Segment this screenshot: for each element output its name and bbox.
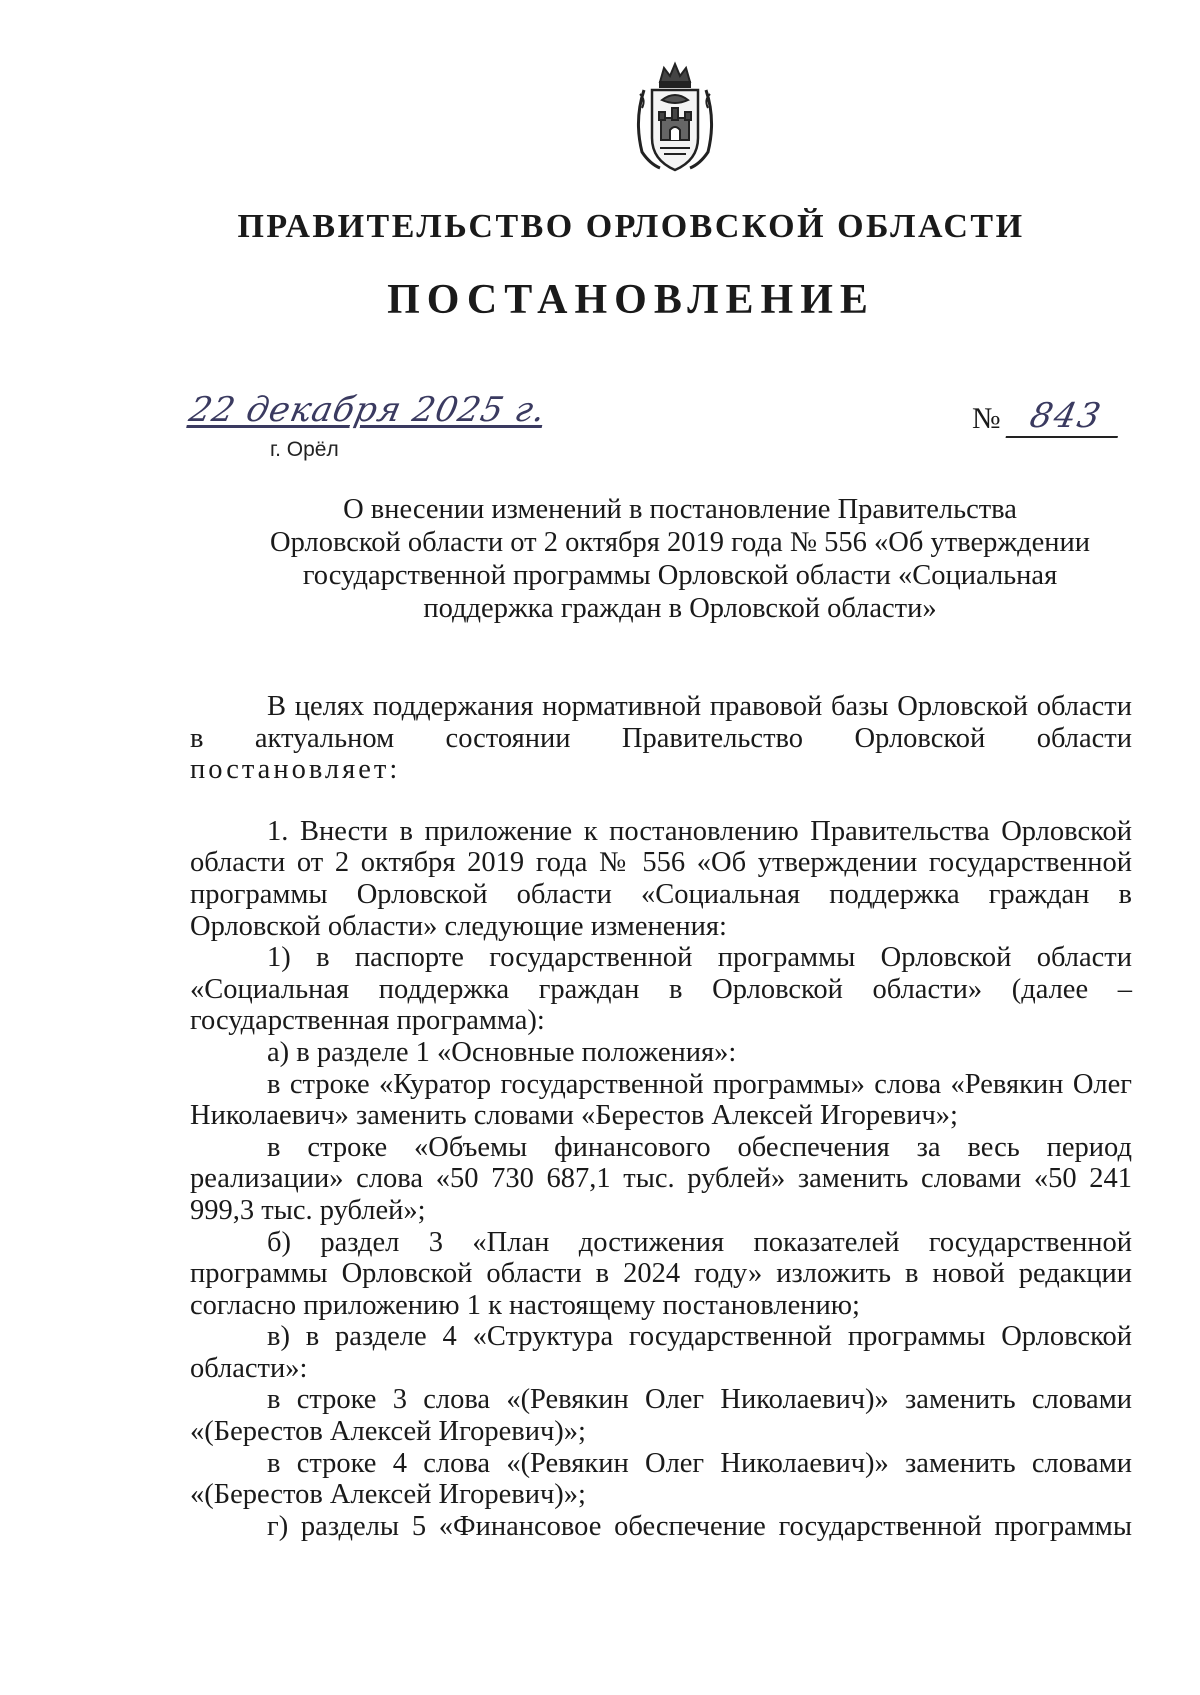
subject-line: поддержка граждан в Орловской области» (423, 593, 937, 624)
organization-name: ПРАВИТЕЛЬСТВО ОРЛОВСКОЙ ОБЛАСТИ (237, 208, 1025, 245)
paragraph-10: г) разделы 5 «Финансовое обеспечение государственной программы (267, 1510, 1132, 1542)
handwritten-date: 22 декабря 2025 г. (185, 390, 550, 430)
preamble-paragraph: В целях поддержания нормативной правовой базы Орловской области в актуальном состоянии Правительство Орловской области (190, 691, 1132, 754)
paragraph-4: в строке «Куратор государственной программы» слова «Ревякин Олег Николаевич» заменить словами «Берестов Алексей Игоревич»; (190, 1068, 1132, 1132)
paragraph-8: в строке 3 слова «(Ревякин Олег Николаевич)» заменить словами «(Берестов Алексей Игоревич)»; (190, 1384, 1132, 1448)
paragraph-9: в строке 4 слова «(Ревякин Олег Николаевич)» заменить словами «(Берестов Алексей Игоревич)»; (190, 1447, 1132, 1511)
paragraph-5: в строке «Объемы финансового обеспечения за весь период реализации» слова «50 730 687,1 тыс. рублей» заменить словами «50 241 999,3 тыс. рублей»; (190, 1131, 1132, 1226)
subject-line: Орловской области от 2 октября 2019 года № 556 «Об утверждении (270, 527, 1090, 558)
paragraph-6: б) раздел 3 «План достижения показателей государственной программы Орловской области в 2024 году» изложить в новой редакции согласно приложению 1 к настоящему постановлению; (190, 1226, 1132, 1321)
handwritten-number: 843 (1006, 396, 1127, 438)
decree-word: постановляет: (190, 754, 401, 786)
city-label: г. Орёл (270, 438, 339, 461)
subject-line: О внесении изменений в постановление Правительства (343, 494, 1017, 525)
coat-of-arms-icon (630, 60, 720, 178)
subject-line: государственной программы Орловской области «Социальная (302, 560, 1058, 591)
document-body (190, 691, 1132, 1542)
paragraph-2: 1) в паспорте государственной программы Орловской области «Социальная поддержка граждан в Орловской области» (далее – государственная программа): (190, 942, 1132, 1037)
paragraph-1: 1. Внести в приложение к постановлению Правительства Орловской области от 2 октября 2019 года № 556 «Об утверждении государственной программы Орловской области «Социальная поддержка граждан в Орловской области» следующие изменения: (190, 815, 1132, 942)
document-subject (230, 493, 1130, 625)
number-label: № (972, 402, 1001, 435)
paragraph-7: в) в разделе 4 «Структура государственной программы Орловской области»: (190, 1321, 1132, 1384)
paragraph-3: а) в разделе 1 «Основные положения»: (267, 1036, 737, 1068)
document-type: ПОСТАНОВЛЕНИЕ (387, 277, 875, 323)
